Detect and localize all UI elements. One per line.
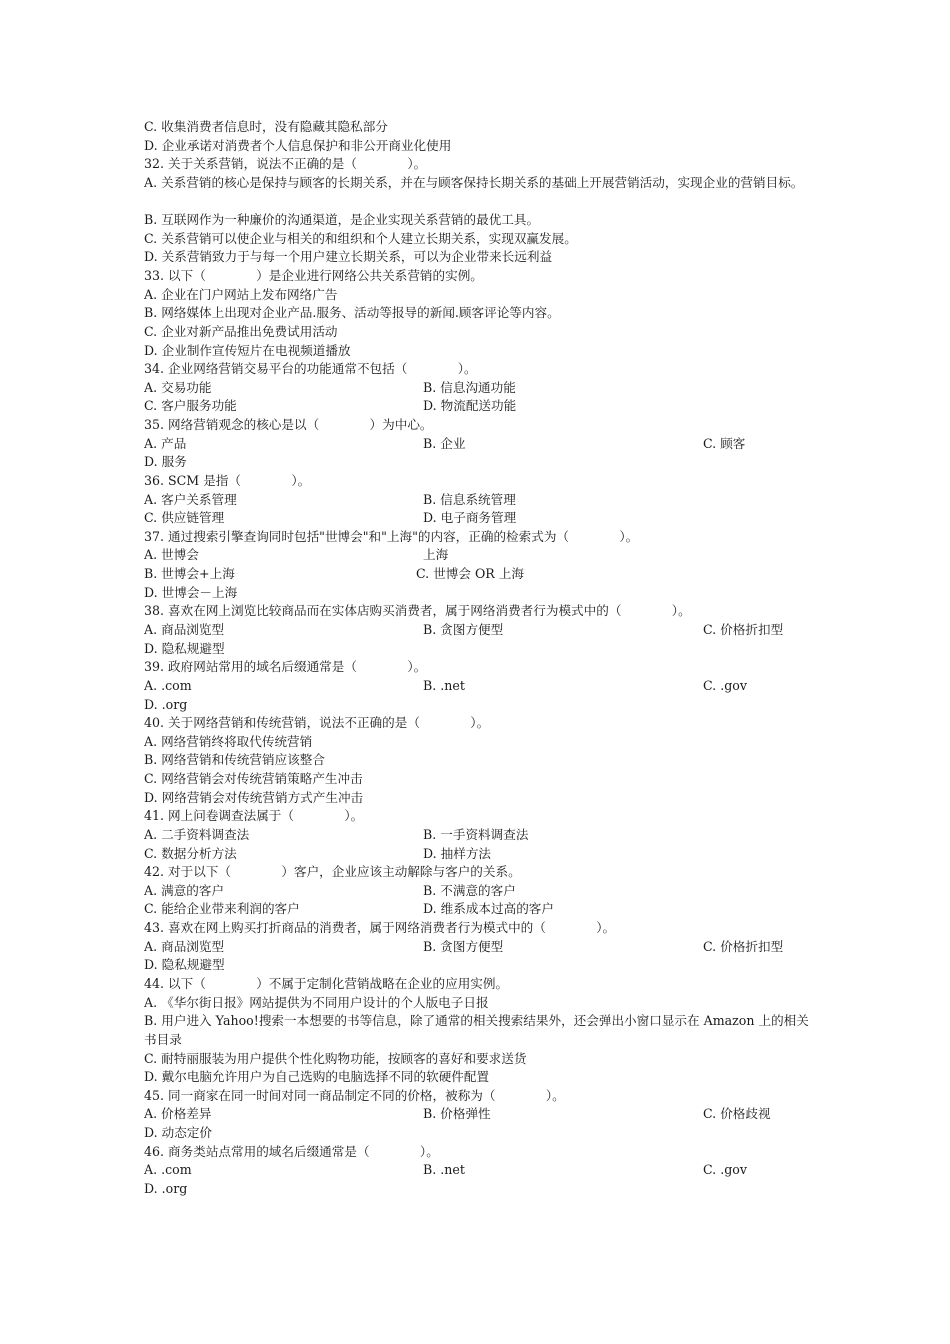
text-line: [144, 900, 814, 919]
option-cell: C. 世博会 OR 上海: [416, 566, 524, 582]
option-cell: B. 贪图方便型: [423, 622, 504, 637]
text-line: D. 隐私规避型: [144, 640, 225, 656]
option-cell: C. 数据分析方法: [144, 845, 237, 861]
text-line: D. 世博会－上海: [144, 584, 238, 600]
text-line: 42. 对于以下（ ）客户，企业应该主动解除与客户的关系。: [144, 864, 521, 880]
option-cell: C. 能给企业带来利润的客户: [144, 901, 300, 917]
option-cell: A. 商品浏览型: [144, 622, 225, 637]
option-cell: A. 产品: [144, 435, 187, 451]
option-cell: A. .com: [144, 1162, 192, 1178]
option-cell: C. .gov: [703, 677, 747, 693]
option-cell: B. 一手资料调查法: [423, 826, 529, 842]
option-cell: C. 价格歧视: [703, 1106, 771, 1122]
text-line: 43. 喜欢在网上购买打折商品的消费者，属于网络消费者行为模式中的（ ）。: [144, 920, 616, 936]
option-cell: B. 价格弹性: [423, 1106, 491, 1122]
text-line: D. 动态定价: [144, 1125, 213, 1141]
text-line: [144, 621, 814, 640]
option-cell: B. 世博会+上海: [144, 566, 235, 582]
text-line: 38. 喜欢在网上浏览比较商品而在实体店购买消费者，属于网络消费者行为模式中的（ ）。: [144, 603, 691, 619]
text-line: A. 关系营销的核心是保持与顾客的长期关系，并在与顾客保持长期关系的基础上开展营销活动，实现企业的营销目标。: [144, 174, 804, 190]
text-line: C. 企业对新产品推出免费试用活动: [144, 323, 338, 339]
option-cell: A. .com: [144, 677, 192, 693]
text-line: [144, 491, 814, 510]
option-cell: B. 不满意的客户: [423, 882, 516, 898]
text-line: [144, 938, 814, 957]
text-line: [144, 565, 814, 584]
option-cell: D. 物流配送功能: [423, 398, 517, 414]
text-line: [144, 826, 814, 845]
text-line: A. 企业在门户网站上发布网络广告: [144, 286, 338, 302]
option-cell: D. 电子商务管理: [423, 510, 517, 526]
text-line: D. 隐私规避型: [144, 957, 225, 973]
text-line: C. 网络营销会对传统营销策略产生冲击: [144, 771, 363, 787]
text-line: 45. 同一商家在同一时间对同一商品制定不同的价格，被称为（ ）。: [144, 1087, 565, 1103]
option-cell: C. 价格折扣型: [703, 938, 784, 954]
text-line: D. 服务: [144, 454, 187, 470]
text-line: D. 网络营销会对传统营销方式产生冲击: [144, 789, 364, 805]
text-line: D. 企业承诺对消费者个人信息保护和非公开商业化使用: [144, 137, 452, 153]
text-line: [144, 1161, 814, 1180]
option-cell: D. 维系成本过高的客户: [423, 901, 554, 917]
text-line: 37. 通过搜索引擎查询同时包括"世博会"和"上海"的内容，正确的检索式为（ ）。: [144, 528, 639, 544]
text-line: D. 戴尔电脑允许用户为自己选购的电脑选择不同的软硬件配置: [144, 1069, 490, 1085]
text-line: 46. 商务类站点常用的域名后缀通常是（ ）。: [144, 1143, 439, 1159]
text-line: [144, 379, 814, 398]
option-cell: C. 客户服务功能: [144, 398, 237, 414]
option-cell: A. 交易功能: [144, 379, 212, 395]
text-line: C. 收集消费者信息时，没有隐藏其隐私部分: [144, 119, 388, 134]
text-line: C. 耐特丽服装为用户提供个性化购物功能，按顾客的喜好和要求送货: [144, 1050, 527, 1066]
text-line: C. 关系营销可以使企业与相关的和组织和个人建立长期关系，实现双赢发展。: [144, 230, 577, 246]
text-line: 44. 以下（ ）不属于定制化营销战略在企业的应用实例。: [144, 975, 509, 991]
option-cell: B. 信息系统管理: [423, 491, 516, 507]
text-line: 33. 以下（ ）是企业进行网络公共关系营销的实例。: [144, 268, 483, 284]
text-line: [144, 1105, 814, 1124]
option-cell: B. .net: [423, 1162, 465, 1178]
text-line: 36. SCM 是指（ ）。: [144, 472, 311, 488]
text-line: B. 网络营销和传统营销应该整合: [144, 752, 325, 768]
option-cell: A. 客户关系管理: [144, 491, 237, 507]
option-cell: D. 抽样方法: [423, 845, 492, 861]
option-cell: B. 信息沟通功能: [423, 379, 516, 395]
option-cell: B. 贪图方便型: [423, 938, 504, 954]
text-line: A. 《华尔街日报》网站提供为不同用户设计的个人版电子日报: [144, 994, 489, 1010]
option-cell: A. 满意的客户: [144, 882, 225, 898]
text-line: [144, 845, 814, 864]
text-line: [144, 509, 814, 528]
option-cell: C. .gov: [703, 1162, 747, 1178]
text-line: 39. 政府网站常用的域名后缀通常是（ ）。: [144, 659, 427, 675]
text-line: 34. 企业网络营销交易平台的功能通常不包括（ ）。: [144, 361, 477, 377]
option-cell: B. 企业: [423, 435, 466, 451]
option-cell: B. .net: [423, 677, 465, 693]
text-line: 40. 关于网络营销和传统营销，说法不正确的是（ ）。: [144, 715, 490, 731]
text-line: 35. 网络营销观念的核心是以（ ）为中心。: [144, 417, 433, 433]
option-cell: C. 顾客: [703, 435, 746, 451]
option-cell: 上海: [423, 547, 449, 563]
text-line: [144, 397, 814, 416]
text-line: B. 网络媒体上出现对企业产品.服务、活动等报导的新闻.顾客评论等内容。: [144, 305, 560, 321]
text-line: B. 互联网作为一种廉价的沟通渠道，是企业实现关系营销的最优工具。: [144, 212, 540, 228]
text-line: [144, 435, 814, 454]
text-line: [144, 882, 814, 901]
option-cell: A. 价格差异: [144, 1106, 212, 1122]
text-line: [144, 546, 814, 565]
text-line: D. .org: [144, 1180, 188, 1196]
option-cell: A. 二手资料调查法: [144, 826, 250, 842]
text-line: B. 用户进入 Yahoo!搜索一本想要的书等信息，除了通常的相关搜索结果外，还会弹出小窗口显示在 Amazon 上的相关书目录: [144, 1013, 809, 1047]
option-cell: C. 价格折扣型: [703, 622, 784, 637]
text-line: [144, 677, 814, 696]
option-cell: C. 供应链管理: [144, 510, 225, 526]
text-line: D. .org: [144, 696, 188, 712]
option-cell: A. 世博会: [144, 547, 199, 563]
text-line: D. 企业制作宣传短片在电视频道播放: [144, 342, 351, 358]
option-cell: A. 商品浏览型: [144, 938, 225, 954]
text-line: 32. 关于关系营销，说法不正确的是（ ）。: [144, 156, 427, 172]
text-line: A. 网络营销终将取代传统营销: [144, 733, 313, 749]
text-line: D. 关系营销致力于与每一个用户建立长期关系，可以为企业带来长远利益: [144, 249, 553, 265]
text-line: 41. 网上问卷调查法属于（ ）。: [144, 808, 364, 824]
